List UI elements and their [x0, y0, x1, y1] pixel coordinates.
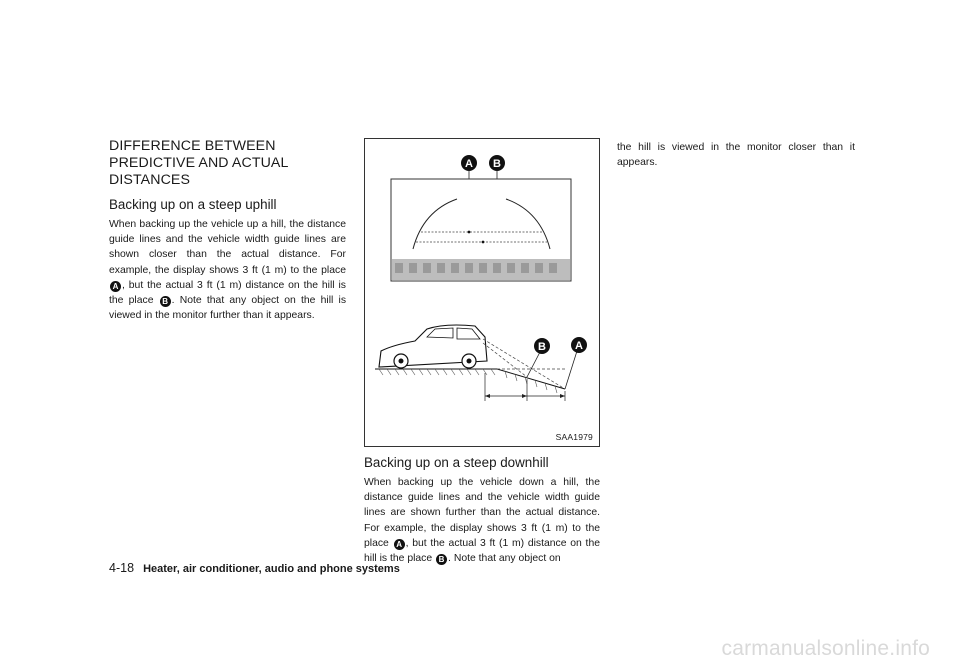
callout-a-slope-icon [571, 337, 587, 353]
diagram-svg [365, 139, 599, 446]
right-column [617, 140, 855, 170]
svg-text:B: B [493, 158, 501, 170]
callout-a-top-icon [461, 155, 477, 171]
callout-b-top-icon [489, 155, 505, 171]
vehicle-side-view [379, 325, 487, 368]
downhill-subheading: Backing up on a steep downhill [364, 455, 549, 470]
callout-b-slope-icon [534, 338, 550, 354]
section-title: Heater, air conditioner, audio and phone systems [143, 563, 400, 575]
downhill-text-3: . Note that any object on [448, 553, 561, 565]
uphill-text-3: . Note that any object on the hill is viewed in the monitor further than it appears. [109, 295, 347, 322]
section-heading: DIFFERENCE BETWEEN PREDICTIVE AND ACTUAL DISTANCES [109, 138, 288, 188]
marker-a-icon: A [110, 281, 121, 292]
monitor-view [391, 179, 571, 281]
uphill-text-2: , but the actual 3 ft (1 m) distance on the hill is the place [109, 279, 346, 307]
svg-text:B: B [538, 341, 546, 353]
diagram-figure [364, 138, 600, 447]
uphill-text-1: When backing up the vehicle up a hill, the distance guide lines and the vehicle width guide lines are shown closer than the actual distance. For example, the display shows 3 ft (1 m) to the place [109, 219, 346, 276]
marker-a-icon: A [394, 539, 405, 550]
marker-b-icon: B [160, 296, 171, 307]
svg-text:A: A [575, 340, 583, 352]
uphill-subheading: Backing up on a steep uphill [109, 197, 277, 212]
uphill-paragraph [109, 217, 346, 323]
svg-text:A: A [465, 158, 473, 170]
page-footer [109, 561, 400, 575]
left-column [109, 138, 346, 323]
page-number: 4-18 [109, 561, 135, 575]
middle-column [364, 455, 600, 566]
watermark: carmanualsonline.info [721, 637, 930, 660]
marker-b-icon: B [436, 554, 447, 565]
downhill-text-2: , but the actual 3 ft (1 m) distance on the hill is the place [364, 537, 600, 565]
figure-code: SAA1979 [555, 432, 593, 442]
downhill-paragraph [364, 475, 600, 566]
downhill-text-1: When backing up the vehicle down a hill, the distance guide lines and the vehicle width guide lines are shown further than the actual distance. For example, the display shows 3 ft (1 m) to the place [364, 477, 600, 549]
continued-paragraph: the hill is viewed in the monitor closer than it appears. [617, 142, 855, 169]
